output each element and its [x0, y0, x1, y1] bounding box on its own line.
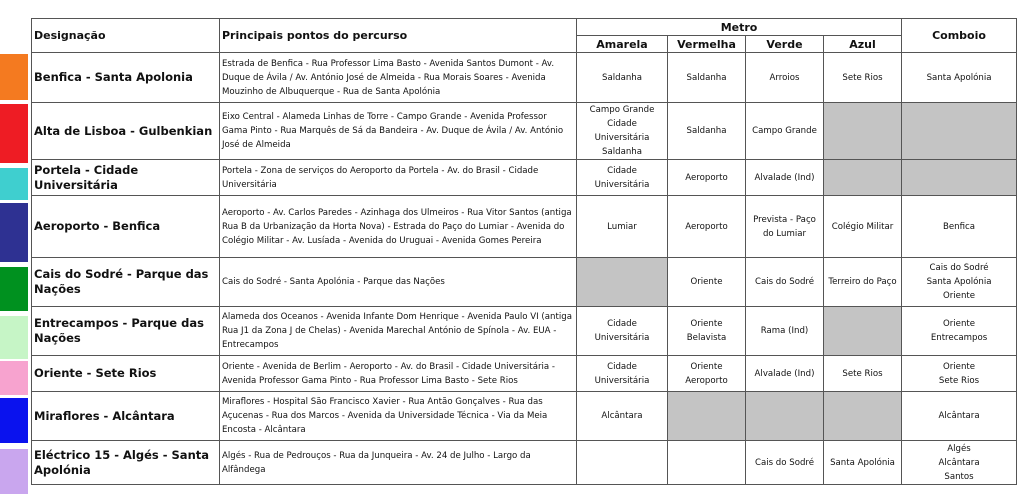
cell-amarela	[577, 258, 668, 307]
station-name: Colégio Militar	[831, 221, 894, 232]
station-name: Saldanha	[686, 72, 727, 83]
bus-routes-table	[31, 18, 1017, 485]
station-name: Cidade Universitária	[594, 119, 650, 143]
cell-vermelha	[668, 196, 746, 258]
station-name: Cidade Universitária	[594, 165, 650, 190]
station-name: Algés	[947, 443, 971, 454]
route-color-swatches	[0, 0, 28, 502]
cell-comboio	[902, 196, 1017, 258]
station-name: Cidade Universitária	[594, 319, 650, 343]
station-name: Santa Apolónia	[926, 72, 992, 83]
cell-comboio	[902, 356, 1017, 392]
route-name: Eléctrico 15 - Algés - Santa Apolónia	[32, 441, 220, 485]
route-path: Portela - Zona de serviços do Aeroporto da Portela - Av. do Brasil - Cidade Universitária	[220, 160, 577, 196]
route-path: Oriente - Avenida de Berlim - Aeroporto - Av. do Brasil - Cidade Universitária - Avenida Professor Gama Pinto - Rua Professor Lima Basto - Sete Rios	[220, 356, 577, 392]
station-name: Campo Grande	[589, 105, 655, 115]
cell-comboio	[902, 307, 1017, 356]
station-name: Cidade Universitária	[594, 361, 650, 386]
station-name: Alcântara	[938, 411, 980, 421]
cell-azul	[824, 441, 902, 485]
route-color-swatch	[0, 316, 28, 359]
cell-amarela	[577, 160, 668, 196]
station-name: Rama (Ind)	[760, 326, 809, 336]
station-name: Santos	[944, 471, 974, 482]
station-name: Cais do Sodré	[929, 263, 989, 273]
route-name: Benfica - Santa Apolonia	[32, 53, 220, 103]
station-name: Santa Apolónia	[830, 457, 895, 468]
station-name: Oriente	[942, 291, 976, 301]
cell-azul	[824, 196, 902, 258]
cell-verde	[746, 103, 824, 160]
cell-comboio	[902, 441, 1017, 485]
header-designacao: Designação	[32, 19, 220, 53]
station-name: Oriente	[690, 361, 723, 372]
header-comboio: Comboio	[902, 19, 1017, 53]
table-row	[32, 258, 1017, 307]
route-name: Portela - Cidade Universitária	[32, 160, 220, 196]
cell-vermelha	[668, 258, 746, 307]
table-row	[32, 160, 1017, 196]
cell-azul	[824, 307, 902, 356]
route-color-swatch	[0, 104, 28, 163]
route-path: Aeroporto - Av. Carlos Paredes - Azinhaga dos Ulmeiros - Rua Vitor Santos (antiga Rua B da Urbanização da Horta Nova) - Estrada do Paço do Lumiar - Avenida do Colégio Militar - Av. Lusíada - Avenida do Uruguai - Avenida Gomes Pereira	[220, 196, 577, 258]
cell-verde	[746, 356, 824, 392]
route-path: Estrada de Benfica - Rua Professor Lima Basto - Avenida Santos Dumont - Av. Duque de Ávila / Av. António José de Almeida - Rua Morais Soares - Avenida Mouzinho de Albuquerque - Rua de Santa Apolónia	[220, 53, 577, 103]
cell-vermelha	[668, 53, 746, 103]
route-color-swatch	[0, 361, 28, 395]
header-amarela: Amarela	[577, 36, 668, 53]
cell-amarela	[577, 307, 668, 356]
station-name: Alcântara	[938, 457, 980, 468]
cell-vermelha	[668, 392, 746, 441]
route-name: Oriente - Sete Rios	[32, 356, 220, 392]
station-name: Oriente	[942, 361, 976, 372]
table-row	[32, 196, 1017, 258]
station-name: Aeroporto	[685, 221, 728, 232]
station-name: Oriente	[690, 319, 723, 329]
cell-comboio	[902, 103, 1017, 160]
station-name: Arroios	[769, 72, 800, 83]
cell-vermelha	[668, 160, 746, 196]
station-name: Oriente	[690, 277, 723, 287]
cell-amarela	[577, 356, 668, 392]
route-name: Alta de Lisboa - Gulbenkian	[32, 103, 220, 160]
station-name: Saldanha	[686, 126, 727, 136]
route-name: Entrecampos - Parque das Nações	[32, 307, 220, 356]
station-name: Prevista - Paço	[753, 214, 816, 225]
route-color-swatch	[0, 168, 28, 200]
station-name: Santa Apolónia	[926, 277, 992, 287]
cell-azul	[824, 392, 902, 441]
station-name: Aeroporto	[685, 172, 728, 183]
cell-verde	[746, 258, 824, 307]
cell-vermelha	[668, 103, 746, 160]
cell-verde	[746, 196, 824, 258]
station-name: Benfica	[943, 221, 976, 232]
station-name: Alcântara	[601, 411, 643, 421]
station-name: Campo Grande	[752, 126, 817, 136]
station-name: Sete Rios	[842, 72, 883, 83]
route-color-swatch	[0, 449, 28, 494]
station-name: Alvalade (Ind)	[754, 172, 815, 183]
table-row	[32, 441, 1017, 485]
cell-amarela	[577, 441, 668, 485]
header-verde: Verde	[746, 36, 824, 53]
route-path: Algés - Rua de Pedrouços - Rua da Junqueira - Av. 24 de Julho - Largo da Alfândega	[220, 441, 577, 485]
route-path: Alameda dos Oceanos - Avenida Infante Dom Henrique - Avenida Paulo VI (antiga Rua J1 da Zona J de Chelas) - Avenida Marechal António de Spínola - Av. EUA - Entrecampos	[220, 307, 577, 356]
cell-verde	[746, 53, 824, 103]
table-row	[32, 53, 1017, 103]
cell-vermelha	[668, 307, 746, 356]
station-name: Saldanha	[602, 147, 642, 157]
cell-comboio	[902, 392, 1017, 441]
station-name: Belavista	[686, 333, 727, 343]
table-row	[32, 307, 1017, 356]
table-row	[32, 392, 1017, 441]
station-name: Aeroporto	[685, 375, 728, 386]
route-color-swatch	[0, 203, 28, 262]
cell-comboio	[902, 160, 1017, 196]
station-name: Lumiar	[607, 221, 637, 232]
cell-azul	[824, 258, 902, 307]
cell-amarela	[577, 103, 668, 160]
cell-amarela	[577, 53, 668, 103]
station-name: Terreiro do Paço	[828, 277, 897, 287]
route-color-swatch	[0, 54, 28, 100]
cell-comboio	[902, 53, 1017, 103]
cell-verde	[746, 441, 824, 485]
header-percurso: Principais pontos do percurso	[220, 19, 577, 53]
route-path: Cais do Sodré - Santa Apolónia - Parque das Nações	[220, 258, 577, 307]
station-name: Cais do Sodré	[754, 457, 815, 468]
cell-vermelha	[668, 441, 746, 485]
route-path: Eixo Central - Alameda Linhas de Torre - Campo Grande - Avenida Professor Gama Pinto - Rua Marquês de Sá da Bandeira - Av. Duque de Ávila / Av. António José de Almeida	[220, 103, 577, 160]
route-path: Miraflores - Hospital São Francisco Xavier - Rua Antão Gonçalves - Rua das Açucenas - Rua dos Marcos - Avenida da Universidade Técnica - Via da Meia Encosta - Alcântara	[220, 392, 577, 441]
cell-azul	[824, 356, 902, 392]
header-vermelha: Vermelha	[668, 36, 746, 53]
cell-vermelha	[668, 356, 746, 392]
route-color-swatch	[0, 267, 28, 311]
route-name: Cais do Sodré - Parque das Nações	[32, 258, 220, 307]
table-row	[32, 356, 1017, 392]
cell-verde	[746, 307, 824, 356]
station-name: Sete Rios	[938, 375, 980, 386]
cell-verde	[746, 160, 824, 196]
header-azul: Azul	[824, 36, 902, 53]
cell-azul	[824, 160, 902, 196]
cell-amarela	[577, 392, 668, 441]
cell-comboio	[902, 258, 1017, 307]
route-color-swatch	[0, 398, 28, 443]
cell-verde	[746, 392, 824, 441]
cell-azul	[824, 53, 902, 103]
route-name: Miraflores - Alcântara	[32, 392, 220, 441]
station-name: Cais do Sodré	[754, 277, 815, 287]
route-name: Aeroporto - Benfica	[32, 196, 220, 258]
station-name: Alvalade (Ind)	[754, 368, 815, 379]
station-name: Saldanha	[602, 72, 642, 83]
header-metro: Metro	[577, 19, 902, 36]
table-row	[32, 103, 1017, 160]
station-name: do Lumiar	[762, 228, 807, 239]
station-name: Sete Rios	[842, 368, 883, 379]
cell-azul	[824, 103, 902, 160]
station-name: Entrecampos	[930, 333, 988, 343]
cell-amarela	[577, 196, 668, 258]
station-name: Oriente	[942, 319, 976, 329]
